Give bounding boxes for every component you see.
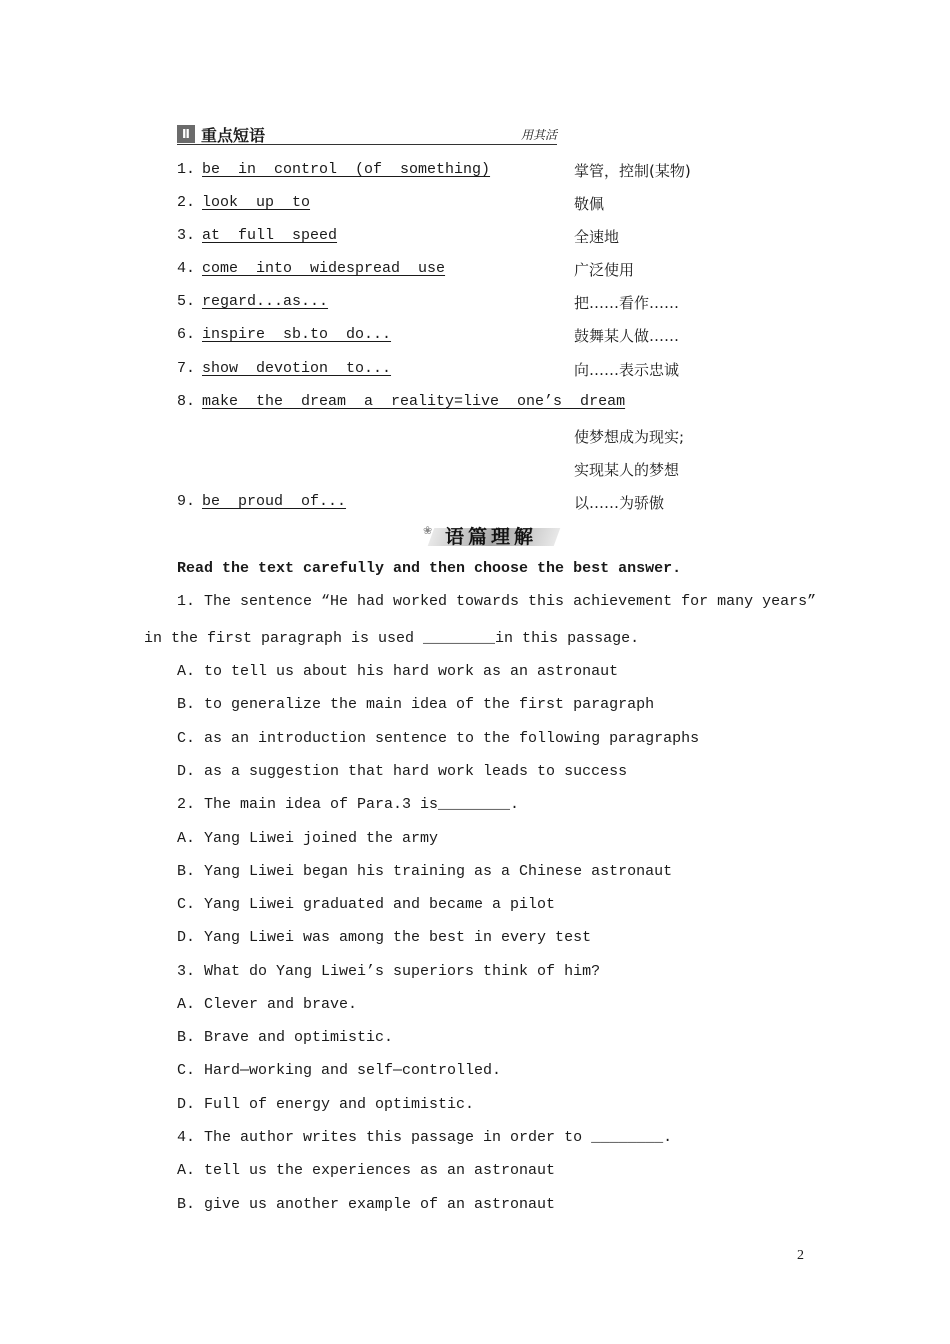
phrase-english: show devotion to... — [202, 360, 392, 377]
phrase-chinese: 向……表示忠诚 — [574, 361, 680, 379]
option: A. tell us the experiences as an astronaut — [177, 1162, 556, 1179]
phrase-number: 3. — [177, 227, 196, 244]
phrase-english: make the dream a reality=live one’s dream — [202, 393, 626, 410]
banner-title: 语篇理解 — [445, 526, 538, 548]
phrase-chinese: 把……看作…… — [574, 294, 680, 312]
question-1-line1: 1. The sentence “He had worked towards this achievement for many years” — [177, 593, 817, 610]
phrase-chinese: 敬佩 — [574, 195, 605, 213]
option: C. Yang Liwei graduated and became a pilot — [177, 896, 556, 913]
option: A. to tell us about his hard work as an astronaut — [177, 663, 619, 680]
page-number: 2 — [797, 1248, 804, 1263]
section-hint: 用其活 — [520, 128, 557, 142]
option: D. as a suggestion that hard work leads to success — [177, 763, 628, 780]
phrase-number: 1. — [177, 161, 196, 178]
question-4: 4. The author writes this passage in order to ________. — [177, 1129, 673, 1146]
option: C. Hard—working and self—controlled. — [177, 1062, 502, 1079]
option: B. give us another example of an astronaut — [177, 1196, 556, 1213]
option: A. Yang Liwei joined the army — [177, 830, 439, 847]
option: B. Brave and optimistic. — [177, 1029, 394, 1046]
phrase-number: 5. — [177, 293, 196, 310]
instruction: Read the text carefully and then choose the best answer. — [177, 560, 682, 577]
phrase-chinese: 全速地 — [574, 228, 620, 246]
phrase-chinese: 广泛使用 — [574, 261, 635, 279]
phrase-number: 7. — [177, 360, 196, 377]
section-header — [177, 124, 557, 145]
section-title: 重点短语 — [201, 126, 266, 145]
question-2: 2. The main idea of Para.3 is________. — [177, 796, 520, 813]
phrase-english: regard...as... — [202, 293, 329, 310]
option: B. to generalize the main idea of the first paragraph — [177, 696, 655, 713]
phrase-english: be in control (of something) — [202, 161, 491, 178]
phrase-number: 9. — [177, 493, 196, 510]
phrase-chinese: 使梦想成为现实; — [574, 428, 685, 446]
phrase-english: look up to — [202, 194, 311, 211]
option: A. Clever and brave. — [177, 996, 358, 1013]
question-1-line2: in the first paragraph is used ________in this passage. — [144, 630, 640, 647]
phrase-english: at full speed — [202, 227, 338, 244]
phrase-number: 2. — [177, 194, 196, 211]
phrase-chinese: 以……为骄傲 — [574, 494, 665, 512]
option: C. as an introduction sentence to the following paragraphs — [177, 730, 700, 747]
option: D. Full of energy and optimistic. — [177, 1096, 475, 1113]
option: B. Yang Liwei began his training as a Chinese astronaut — [177, 863, 673, 880]
question-3: 3. What do Yang Liwei’s superiors think of him? — [177, 963, 601, 980]
phrase-chinese-cont: 实现某人的梦想 — [574, 461, 680, 479]
phrase-number: 8. — [177, 393, 196, 410]
phrase-english: inspire sb.to do... — [202, 326, 392, 343]
phrase-number: 6. — [177, 326, 196, 343]
phrase-number: 4. — [177, 260, 196, 277]
section-badge: Ⅱ — [177, 125, 195, 143]
phrase-english: come into widespread use — [202, 260, 446, 277]
phrase-chinese: 鼓舞某人做…… — [574, 327, 680, 345]
reading-banner — [423, 522, 559, 548]
phrase-english: be proud of... — [202, 493, 347, 510]
flower-icon: ❀ — [423, 524, 433, 537]
option: D. Yang Liwei was among the best in every test — [177, 929, 592, 946]
phrase-chinese: 掌管，控制(某物) — [574, 162, 691, 180]
